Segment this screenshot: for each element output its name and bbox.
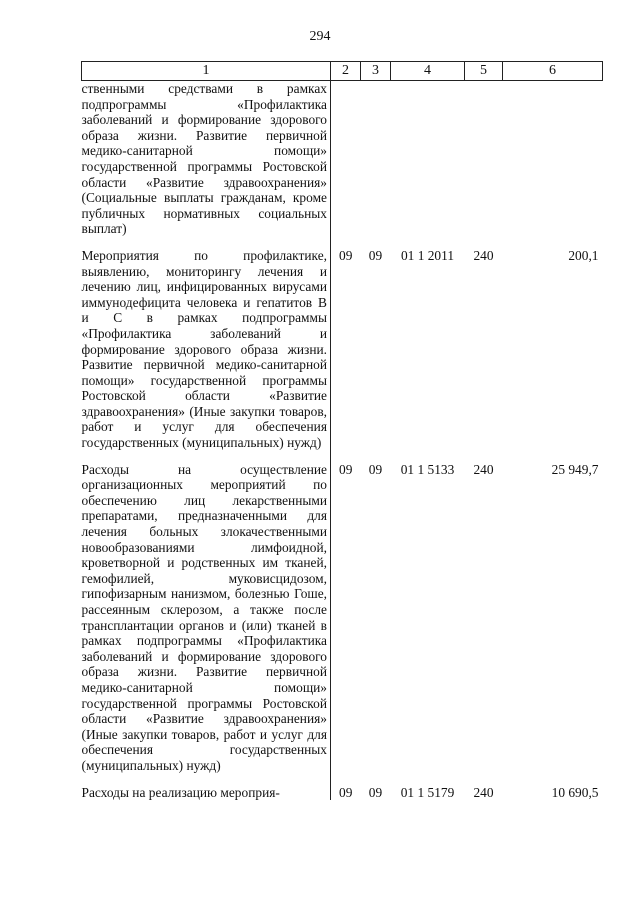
row-amount: 10 690,5: [551, 784, 599, 800]
page-number: 294: [309, 29, 331, 44]
table-row: [82, 785, 603, 801]
row-subsection-code: 09: [368, 784, 383, 800]
row-expense-type-code: 240: [473, 247, 494, 263]
column-header-3: 3: [361, 62, 391, 81]
row-expense-type-code: 240: [473, 461, 494, 477]
row-subsection-code: 09: [368, 461, 383, 477]
column-header-1: 1: [82, 62, 331, 81]
row-section-code: 09: [339, 784, 353, 800]
row-description: Расходы на реализацию мероприя-: [82, 785, 331, 801]
row-target-code: 01 1 5179: [400, 784, 455, 800]
row-description: Расходы на осуществление организационных мероприятий по обеспечению лиц лекарственными препаратами, предназначенными для лечения больных злокачественными новообразованиями лимфоидной, кроветворной и родственных им тканей, гемофилией, муковисцидозом, гипофизарным нанизмом, болезнью Гоше, рассеянным склерозом, а также после трансплантации органов и (или) тканей в рамках подпрограммы «Профилактика заболеваний и формирование здорового образа жизни. Развитие первичной медико-санитарной помощи» государственной программы Ростовской области «Развитие здравоохранения» (Иные закупки товаров, работ и услуг для обеспечения государственных (муниципальных) нужд): [82, 462, 331, 785]
row-expense-type-code: [465, 81, 503, 248]
row-amount: 25 949,7: [551, 461, 599, 477]
row-amount: [503, 81, 603, 248]
budget-table: [81, 61, 603, 800]
table-row: [82, 462, 603, 785]
row-target-code: [391, 81, 465, 248]
table-row: [82, 248, 603, 462]
table-row: [82, 81, 603, 248]
column-header-6: 6: [503, 62, 603, 81]
row-amount: 200,1: [568, 247, 599, 263]
row-description: ственными средствами в рамках подпрограммы «Профилактика заболеваний и формирование здорового образа жизни. Развитие первичной медико-санитарной помощи» государственной программы Ростовской области «Развитие здравоохранения» (Социальные выплаты гражданам, кроме публичных нормативных социальных выплат): [82, 81, 331, 248]
row-description: Мероприятия по профилактике, выявлению, мониторингу лечения и лечению лиц, инфицированных вирусами иммунодефицита человека и гепатитов В и С в рамках подпрограммы «Профилактика заболеваний и формирование здорового образа жизни. Развитие первичной медико-санитарной помощи» государственной программы Ростовской области «Развитие здравоохранения» (Иные закупки товаров, работ и услуг для обеспечения государственных (муниципальных) нужд): [82, 248, 331, 462]
row-section-code: [331, 81, 361, 248]
row-section-code: 09: [339, 461, 353, 477]
column-header-2: 2: [331, 62, 361, 81]
column-header-5: 5: [465, 62, 503, 81]
row-target-code: 01 1 2011: [400, 247, 455, 263]
row-subsection-code: 09: [368, 247, 383, 263]
column-header-4: 4: [391, 62, 465, 81]
row-subsection-code: [361, 81, 391, 248]
row-expense-type-code: 240: [473, 784, 494, 800]
table-header-row: [82, 62, 603, 81]
row-target-code: 01 1 5133: [400, 461, 455, 477]
row-section-code: 09: [339, 247, 353, 263]
